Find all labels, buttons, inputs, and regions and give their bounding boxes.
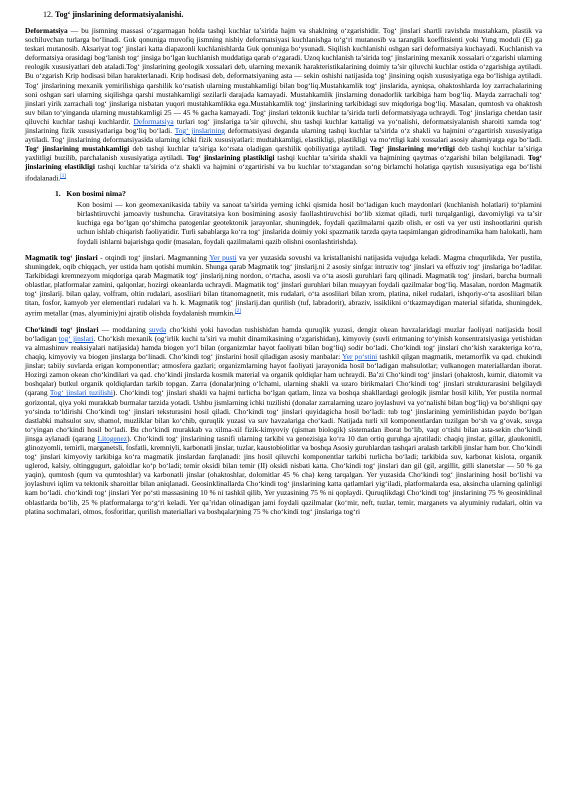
list-number: 1. <box>55 189 61 199</box>
paragraph-magmatik <box>25 253 542 318</box>
list-title: Kon bosimi nima? <box>66 189 126 199</box>
bold-term: Tog‘ jinslarining mustahkamligi <box>25 144 130 154</box>
watermark <box>521 590 565 640</box>
paragraph-text: cho‘kishi yoki havodan tushishidan hamda quruqlik yuzasi, dengiz okean havzalaridagi muzlar faoliyati natijasida hosil bo‘ladigan <box>25 324 542 343</box>
paragraph-text: va yer yuzasida sovushi va kristallanishi natijasida vujudga keladi. Magma chuqurlikda, Yer pustila, shuningdek, oqib chiqqach, yer ustida ham qotishi mumkin. Shunga qarab Magmatik tog‘ jinslarij.ni 2 asosiy sinfga: intruziv tog‘ jinslari va effuziv tog‘ jinslariga bo‘ladilar. Tarkibidagi kremnezyom miqdoriga qarab Magmatik tog‘ jinslarij.ning nordon, o‘rtacha, asosli va o‘ta asosli guruhlari farq qilinadi. Magmatik tog‘ jinslari, barcha burmali oblastlar, platformalar zamini, qalqonlar, hozirgi okeanlarda uchraydi. Magmatik tog‘ jinslari guruhlari bilan muayyan foydali qazilmalar bog‘liq. Masalan, nordon Magmatik tog‘ jinslarij. bilan qalay, volfram, oltin rudalari, asosliiari bilan titanomagnetit, mis rudalari, o‘ta asosliiari bilan xrom, platina, nikel rudalari, ishqoriy-o‘ta asosliiari bilan titan, fosfor, kamyob yer elementlari rudalari va h. k. Magmatik tog‘ jinslarij.dan qurilish (tuf, labradorit), abraziv, issiklikni o‘tkazmaydigan material sifatida, shuningdek, ayrim metallar (mas, alyuminiy)ni ajratib olishda foydalanish mumkin. <box>25 252 543 318</box>
footnote-ref[interactable]: [1] <box>60 173 66 179</box>
paragraph-text: deb tashqi kuchlar ta’siriga yaxlitligi buzilib, parchalanish xususiyatiga aytiladi. <box>25 144 543 163</box>
document-body <box>25 10 542 523</box>
paragraph-text: deb tashqi kuchlar ta’siriga ko‘rsata oladigan qarshilik qobiliyatiga aytiladi. <box>129 144 370 154</box>
paragraph-text: turlari tog‘ jinslariga ta’sir qiluvchi, shu tashqi kuchlar kattaligi va yo‘nalishi, deformatsiyalanish sharoiti xamda tog‘ jinslarining fizik xususiyatlariga bog‘liq bo‘ladi. <box>25 116 542 136</box>
paragraph-text: . Cho‘kish mexanik (og‘irlik kuchi ta’siri va muhit dinamikasining o‘zgarishidan), kimyoviy (suvli eritmaning to‘yinish konsentratsiyasiga yetishidan va almashinuv reaksiyalari natijasida) hamda biogen yo‘l bilan (organizmlar hayot faoliyati bilan bog‘liq) sodir bo‘ladi. Cho‘kindi tog‘ jinslari cho‘kish xarakteriga ko‘ra, chaqiq, kimyoviy va biogen jinslarga bo‘linadi. Cho‘kindi tog‘ jinslarini hosil qiladigan asosiy manbalar: <box>25 333 543 362</box>
paragraph-text: tashqi kuchlar ta’sirida shakli va hajmining qaytmas o‘zgarishi bilan belgilanadi. <box>274 153 528 163</box>
bold-term: Tog‘ jinslarining mo‘rtligi <box>369 144 455 154</box>
link-suvda[interactable]: suvda <box>149 324 167 334</box>
paragraph-kon-bosimi: Kon bosimi — kon geomexanikasida tabiiy va sanoat ta’sirida yerning ichki qismida hosil bo‘ladigan kuch maydonlari (kuchlanish holatlari) to‘plamini birlashtiruvchi jamoaviy tushuncha. Gravitatsiya kon bosimining asosiy faollashtiruvchisi bo‘lib xizmat qiladi, turli turqalganligi, davomiyligi va ta’sir kuchiga ega bo‘lgan qo‘shimcha patogenlar geotektonik jarayonlar, shuningdek, foydali qazilmalarni qazib olish, er osti va yer usti inshootlarini qurish uchun ishlab chiqarish faoliyatidir. Turli sabablarga ko‘ra tog‘ jinslarida doimiy yoki spazmatik tarzda qayta taqsimlangan gidrodinamika ham halokatli, ham foydali ishlarni bajarishga qodir (masalan, foydali qazilmalarni qazib olishni osonlashtirishda). <box>77 200 542 246</box>
link-yer-postini[interactable]: Yer po‘stini <box>342 352 378 362</box>
paragraph-text: tashkil qilgan magmatik, metamorfik va qad. chukindi jinslar; tabiiy suvlarda erigan komponentlar; atmosfera gazlari; organizmlarning hayot faoliyati jarayonida hosil bo‘ladigan mahsulotlar; vulkanogen materiallardan iborat. Hozirgi zamon okean cho‘kindilari va qad. cho‘kindi jinslarda kosmik material va organik qoldiqlar ham uchraydi. Ba’zi Cho‘kindi tog‘ jinslari (ohaktosh, kumir, diatomit va boshqalar) butkul organik qoldiqlardan tarkib topgan. Zarra (donalar)ning o‘lchami, ularning shakli va uzaro birikmalari Cho‘kindi tog‘ jinslari strukturarasini belgilaydi (qarang <box>25 352 542 398</box>
heading-title: Tog‘ jinslarining deformatsiyalanishi. <box>55 10 184 19</box>
paragraph-text: ). Cho‘kindi tog‘ jinslari shakli va hajmi turlicha bo‘lgan qatlam, linza va boshqa shakllardagi geologik jismlar hosil kilib, Yer pustila normal gorizontal, qiya yoki murakkab burmalar tarzida yotadi. Ushbu jismlarning ichki tuzilishi (donalar zarralarning uzaro joylashuvi va yo‘nalishi bilan bog‘liq) va bo‘shliqni qay yo‘sinda to‘ldirishi Cho‘kindi tog‘ jinslari teksturasini hosil qiladi. Cho‘kindi tog‘ jinslari quyidagicha hosil bo‘ladi: tub tog‘ jinslarining yemirilishidan paydo bo‘lgan dastlabki mahsulot suv, shamol, muzliklar bilan ko‘chib, quruqlik yuzasi va suv havzalariga cho‘kadi. Natijada turli xil komponentlardan tuzilgan bo‘sh va g‘ovak, suvga to‘yingan cho‘kindi hosil bo‘ladi. Bu cho‘kindi murakkab va xilma-xil fizik-kimyoviy (qisman biologik) sistemadan iborat bo‘lib, vaqt o‘tishi bilan asta-sekin cho‘kindi jinsga aylanadi (qarang <box>25 388 542 443</box>
list-item-kon-bosimi <box>55 189 542 198</box>
link-tog-jinslari-tuzilishi[interactable]: Tog‘ jinslari tuzilishi <box>49 388 113 398</box>
link-yer-pusti[interactable]: Yer pusti <box>209 252 237 262</box>
heading-number: 12. <box>43 10 53 19</box>
bold-term: Tog‘ jinslarining elastikligi <box>25 153 543 172</box>
paragraph-text: tashqi kuchlar ta’sirida o‘z shakli va hajmini o‘zgartirishi va bu kuchlar to‘xtagandan so‘ng birlamchi holatiga qaytish xususiyatiga ega bo‘lishi ifodalanadi. <box>25 162 542 182</box>
term-magmatik: Magmatik tog‘ jinslari <box>25 252 98 262</box>
link-deformatsiya[interactable]: Deformatsiya <box>133 116 174 126</box>
paragraph-deformatsiya <box>25 26 542 182</box>
link-tog-jinslari[interactable]: tog‘ jinslari <box>58 333 94 343</box>
section-heading <box>43 10 542 20</box>
paragraph-text: ). Cho‘kindi tog‘ jinslarining tasnifi ularning tarkibi va genezisiga ko‘ra 10 dan ortiq guruhga ajratiladi: chaqiq jinslar, gillar, glaukonitli, glinozyomli, temirli, marganetsli, fosfatli, kremniyli, karbonatli jinslar, tuzlar, kaustobiolitlar va boshqa Asosiy guruhlardan tashqari aralash tarkibli jinslar ham bor. Cho‘kindi tog‘ jinslari kimyoviy tarkibiga ko‘ra magmatik jinslardan farqlanadi: jins hosil qiluvchi komponentlar tarkibi turlicha bo‘ladi; tarkibida suv, karbonat kislota, organik uglerod, kalsiy, oltinggugurt, galoidlar ko‘p bo‘ladi; temir oksidi bilan temir (II) oksidi nisbati katta. Cho‘kindi tog‘ jinslari dan gil (gil, argillit, gilli slanetslar — 50 % ga yaqin), qumtosh (qum va qumtoshlar) va karbonatli jinslar (ohaktoshlar, dolomitlar 45 % cha) keng tarqalgan. Yer yuzasida Cho‘kindi tog‘ jinslarining hosil bo‘lishi va joylashuvi iqlim va tektonik sharoitlar bilan aniqlanadi. Geosinklinallarda Cho‘kindi tog‘ jinslarining katta qatlamlari yig‘iladi, platformalarda esa, aksincha ularning qalinligi kam bo‘ladi. cho‘kindi tog‘ jinslari Yer po‘sti massasining 10 % ni tashkil qilib, Yer yuzasining 75 % ni qoplaydi. Quruqlikdagi Cho‘kindi tog‘ jinslarining 75 % geosinklinal oblastlarda bo‘lib, 25 % platformalarga to‘g‘ri keladi. Yer qa’ridan olinadigan jami foydali qazilmalar (ko‘mir, neft, tuzlar, temir, marganets va alyuminiy rudalari, oltin va platina sochmalari, olmos, fosforitlar, qurilish materiallari va boshqalar)ning 75 % cho‘kindi tog‘ jinslariga tog‘ri <box>25 433 542 516</box>
paragraph-text: — bu jismning massasi o‘zgarmagan holda tashqi kuchlar ta’sirida hajm va shaklning o‘zgarishidir. Tog‘ jinslari shartli ravishda mustahkam, plastik va sochiluvchan turlarga bo‘linadi. Guk qonuniga muvofiq jismning nisbiy deformatsiyasi kuchlanishga to‘g‘ri mutanosib va taranglik koeffitsienti yoki Yung moduli (E) ga teskari mutanosib. Aksariyat tog‘ jinslari katta diapazonli kuchlanishlarda Guk qonuniga bo‘ysunadi. Siqilish kuchlanishi oshgan sari deformatsiya kuchayadi. Kuchlanish va deformatsiya orasidagi bog‘lanish tog‘ jinsiga bo‘lgan kuchlanish muddatiga qarab o‘zgaradi. Uzoq kuchlanish ta’sirida tog‘ jinslarining mexanik xossalari o‘zgarishi ularning reologik xususiyatlari deb ataladi.Tog‘ jinslarining geologik xossalari deb, ularning mexanik harakteristikalarining doimiy ta’sir qiluvchi kuchlar ostida o‘zgarishiga aytiladi. Bu o‘zgarish Krip hodisasi bilan harakterlanadi. Krip hodisasi deb, deformatsiyaning asta — sekin oshishi natijasida tog‘ jinsining oqish xususiyatiga ega bo‘lishiga aytiladi. Tog‘ jinslarining mexanik yemirilishiga qarshilik ko‘rsatish ularning mustahkamligi bilan bog‘liq.Mustahkamlik tog‘ jinslarida, ayniqsa, ohaktoshlarda loy zarrachalarining soni oshgan sari ularning siqilishga qarshi mustahkamligi sezilarli darajada kamayadi. Mustahkamlik jinslarning donadorlik tarkibiga ham bog‘liq. Mayda zarrachali tog‘ jinslari yirik zarrachali tog‘ jinslariga nisbatan yuqori mustahkamlikka ega.Mustahkamlik tog‘ jinslarining tarkibidagi suv miqdoriga bog‘liq. Masalan, qumtosh va ohaktosh suv bilan to‘yinganda ularning mustahkamligi 25 — 45 % gacha kamayadi. Tog‘ jinslari tektonik kuchlar ta’sirida turli deformatsiyaga uchraydi. Tog‘ jinslariga chetdan tasir qiluvchi kuchlar tashqi kuchlardir. <box>25 26 543 126</box>
link-tog-jinslarining[interactable]: Tog‘ jinslarining <box>174 126 225 136</box>
watermark <box>521 740 565 790</box>
paragraph-chokindi <box>25 325 542 516</box>
term-deformatsiya: Deformatsiya <box>25 26 68 35</box>
paragraph-text: — moddaning <box>98 324 149 334</box>
link-litogenez[interactable]: Litogenez <box>97 433 128 443</box>
bold-term: Tog‘ jinslarining plastikligi <box>186 153 275 163</box>
paragraph-text: deformatsiyasi deganda ularning tashqi kuchlar ta’sirida o‘z shakli va hajmini o‘zgartirish xususiyatiga aytiladi. Tog‘ jinslarining deformatsiyasida ularning ichki fizik xususiyatlari: mudtahkamligi, elastikligi, plastikligi va mo‘rtligi kabi xossalari asosiy ahamiyatga ega bo‘ladi. <box>25 126 542 145</box>
footnote-ref[interactable]: [2] <box>234 309 241 315</box>
paragraph-text: - otqindi tog‘ jinslari. Magmanning <box>97 252 210 262</box>
term-chokindi: Cho‘kindi tog‘ jinslari <box>25 324 99 334</box>
